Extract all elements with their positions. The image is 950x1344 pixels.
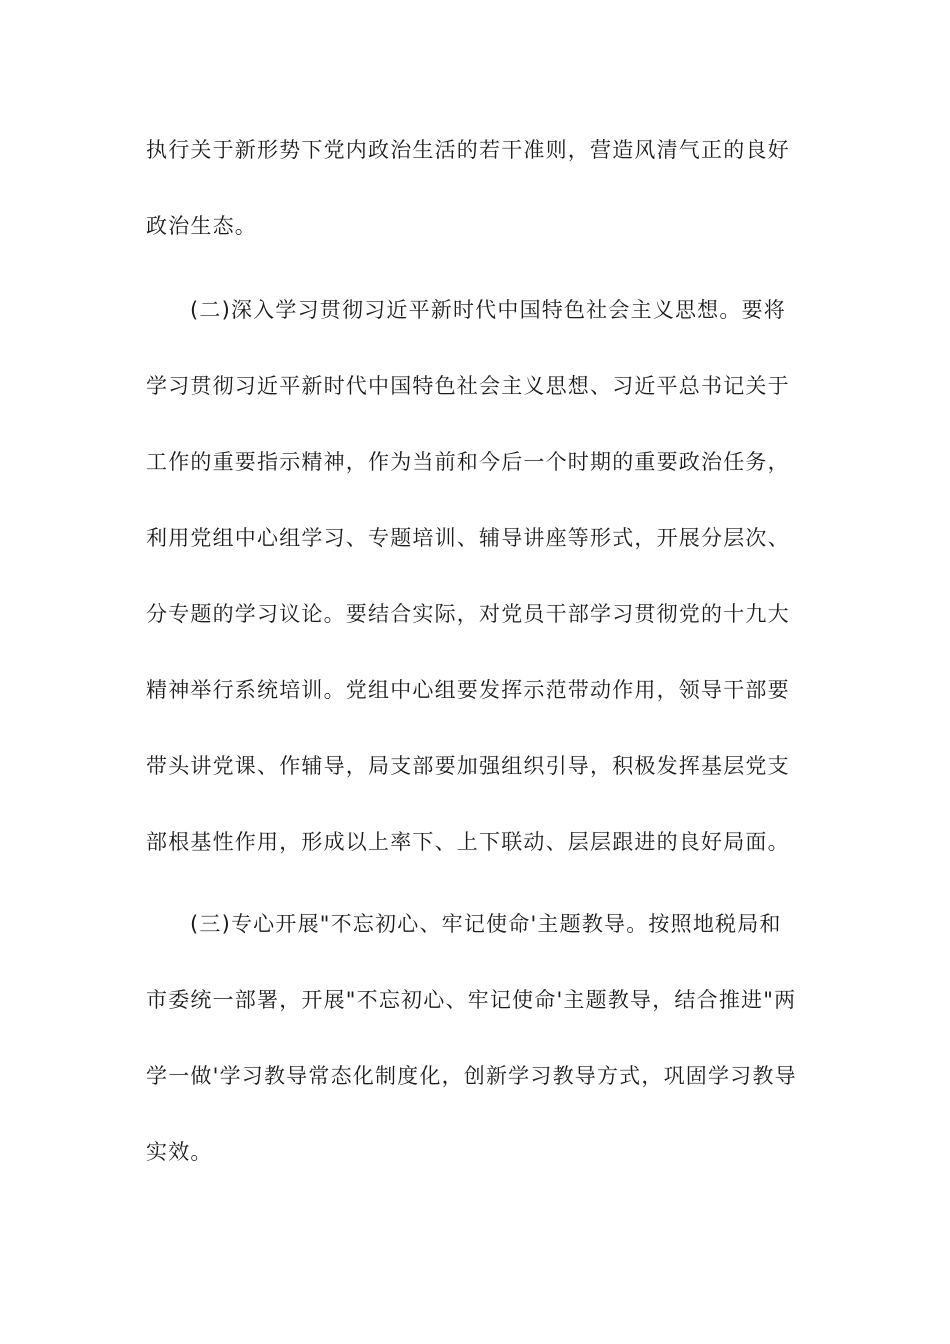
text-line: 带头讲党课、作辅导，局支部要加强组织引导，积极发挥基层党支 — [146, 754, 790, 778]
text-line: 政治生态。 — [146, 214, 257, 238]
text-line: 部根基性作用，形成以上率下、上下联动、层层跟进的良好局面。 — [146, 830, 790, 854]
section-heading-2: (二)深入学习贯彻习近平新时代中国特色社会主义思想。要将 — [190, 298, 786, 322]
text-line: 学习贯彻习近平新时代中国特色社会主义思想、习近平总书记关于 — [146, 374, 790, 398]
section-heading-3: (三)专心开展"不忘初心、牢记使命'主题教导。按照地税局和 — [190, 912, 782, 936]
text-line: 工作的重要指示精神，作为当前和今后一个时期的重要政治任务， — [146, 450, 790, 474]
text-line: 实效。 — [146, 1140, 213, 1164]
text-line: 利用党组中心组学习、专题培训、辅导讲座等形式，开展分层次、 — [146, 526, 790, 550]
text-line: 分专题的学习议论。要结合实际，对党员干部学习贯彻党的十九大 — [146, 602, 790, 626]
text-line: 学一做'学习教导常态化制度化，创新学习教导方式，巩固学习教导 — [146, 1064, 797, 1088]
text-line: 执行关于新形势下党内政治生活的若干准则，营造风清气正的良好 — [146, 138, 790, 162]
text-line: 精神举行系统培训。党组中心组要发挥示范带动作用，领导干部要 — [146, 678, 790, 702]
text-line: 市委统一部署，开展"不忘初心、牢记使命'主题教导，结合推进"两 — [146, 988, 797, 1012]
